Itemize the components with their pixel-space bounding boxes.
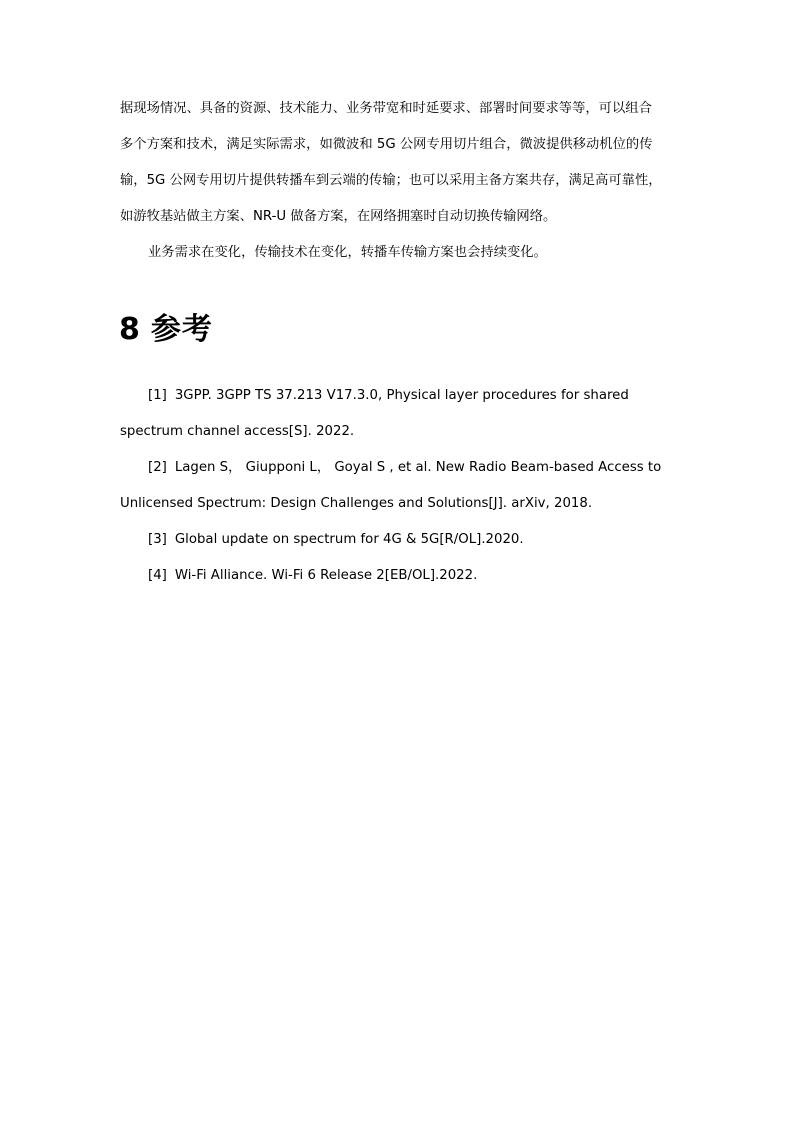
reference-label: [3] bbox=[148, 532, 167, 547]
closing-paragraph: 业务需求在变化，传输技术在变化，转播车传输方案也会持续变化。 bbox=[148, 245, 547, 260]
reference-text: Global update on spectrum for 4G & 5G[R/OL].2020. bbox=[174, 532, 524, 547]
reference-label: [1] bbox=[148, 388, 167, 403]
reference-label: [2] bbox=[148, 460, 167, 475]
reference-3 bbox=[148, 531, 524, 549]
paragraph-line-4: 如游牧基站做主方案、NR-U 做备方案，在网络拥塞时自动切换传输网络。 bbox=[120, 209, 557, 224]
section-heading bbox=[119, 308, 213, 352]
reference-2-continuation: Unlicensed Spectrum: Design Challenges and Solutions[J]. arXiv, 2018. bbox=[120, 496, 593, 511]
paragraph-line-3: 输，5G 公网专用切片提供转播车到云端的传输；也可以采用主备方案共存，满足高可靠性， bbox=[120, 173, 662, 188]
reference-text: Lagen S， Giupponi L， Goyal S , et al. New Radio Beam-based Access to bbox=[174, 460, 662, 475]
reference-text: Wi-Fi Alliance. Wi-Fi 6 Release 2[EB/OL].2022. bbox=[174, 568, 478, 583]
reference-text: 3GPP. 3GPP TS 37.213 V17.3.0, Physical layer procedures for shared bbox=[174, 388, 629, 403]
paragraph-line-2: 多个方案和技术，满足实际需求，如微波和 5G 公网专用切片组合，微波提供移动机位的传 bbox=[120, 137, 653, 152]
reference-1 bbox=[148, 387, 629, 405]
section-title: 参考 bbox=[150, 312, 213, 347]
paragraph-line-1: 据现场情况、具备的资源、技术能力、业务带宽和时延要求、部署时间要求等等，可以组合 bbox=[120, 101, 652, 116]
reference-4 bbox=[148, 567, 477, 585]
reference-1-continuation: spectrum channel access[S]. 2022. bbox=[120, 424, 355, 439]
section-number: 8 bbox=[119, 312, 141, 347]
reference-label: [4] bbox=[148, 568, 167, 583]
reference-2 bbox=[148, 459, 661, 477]
